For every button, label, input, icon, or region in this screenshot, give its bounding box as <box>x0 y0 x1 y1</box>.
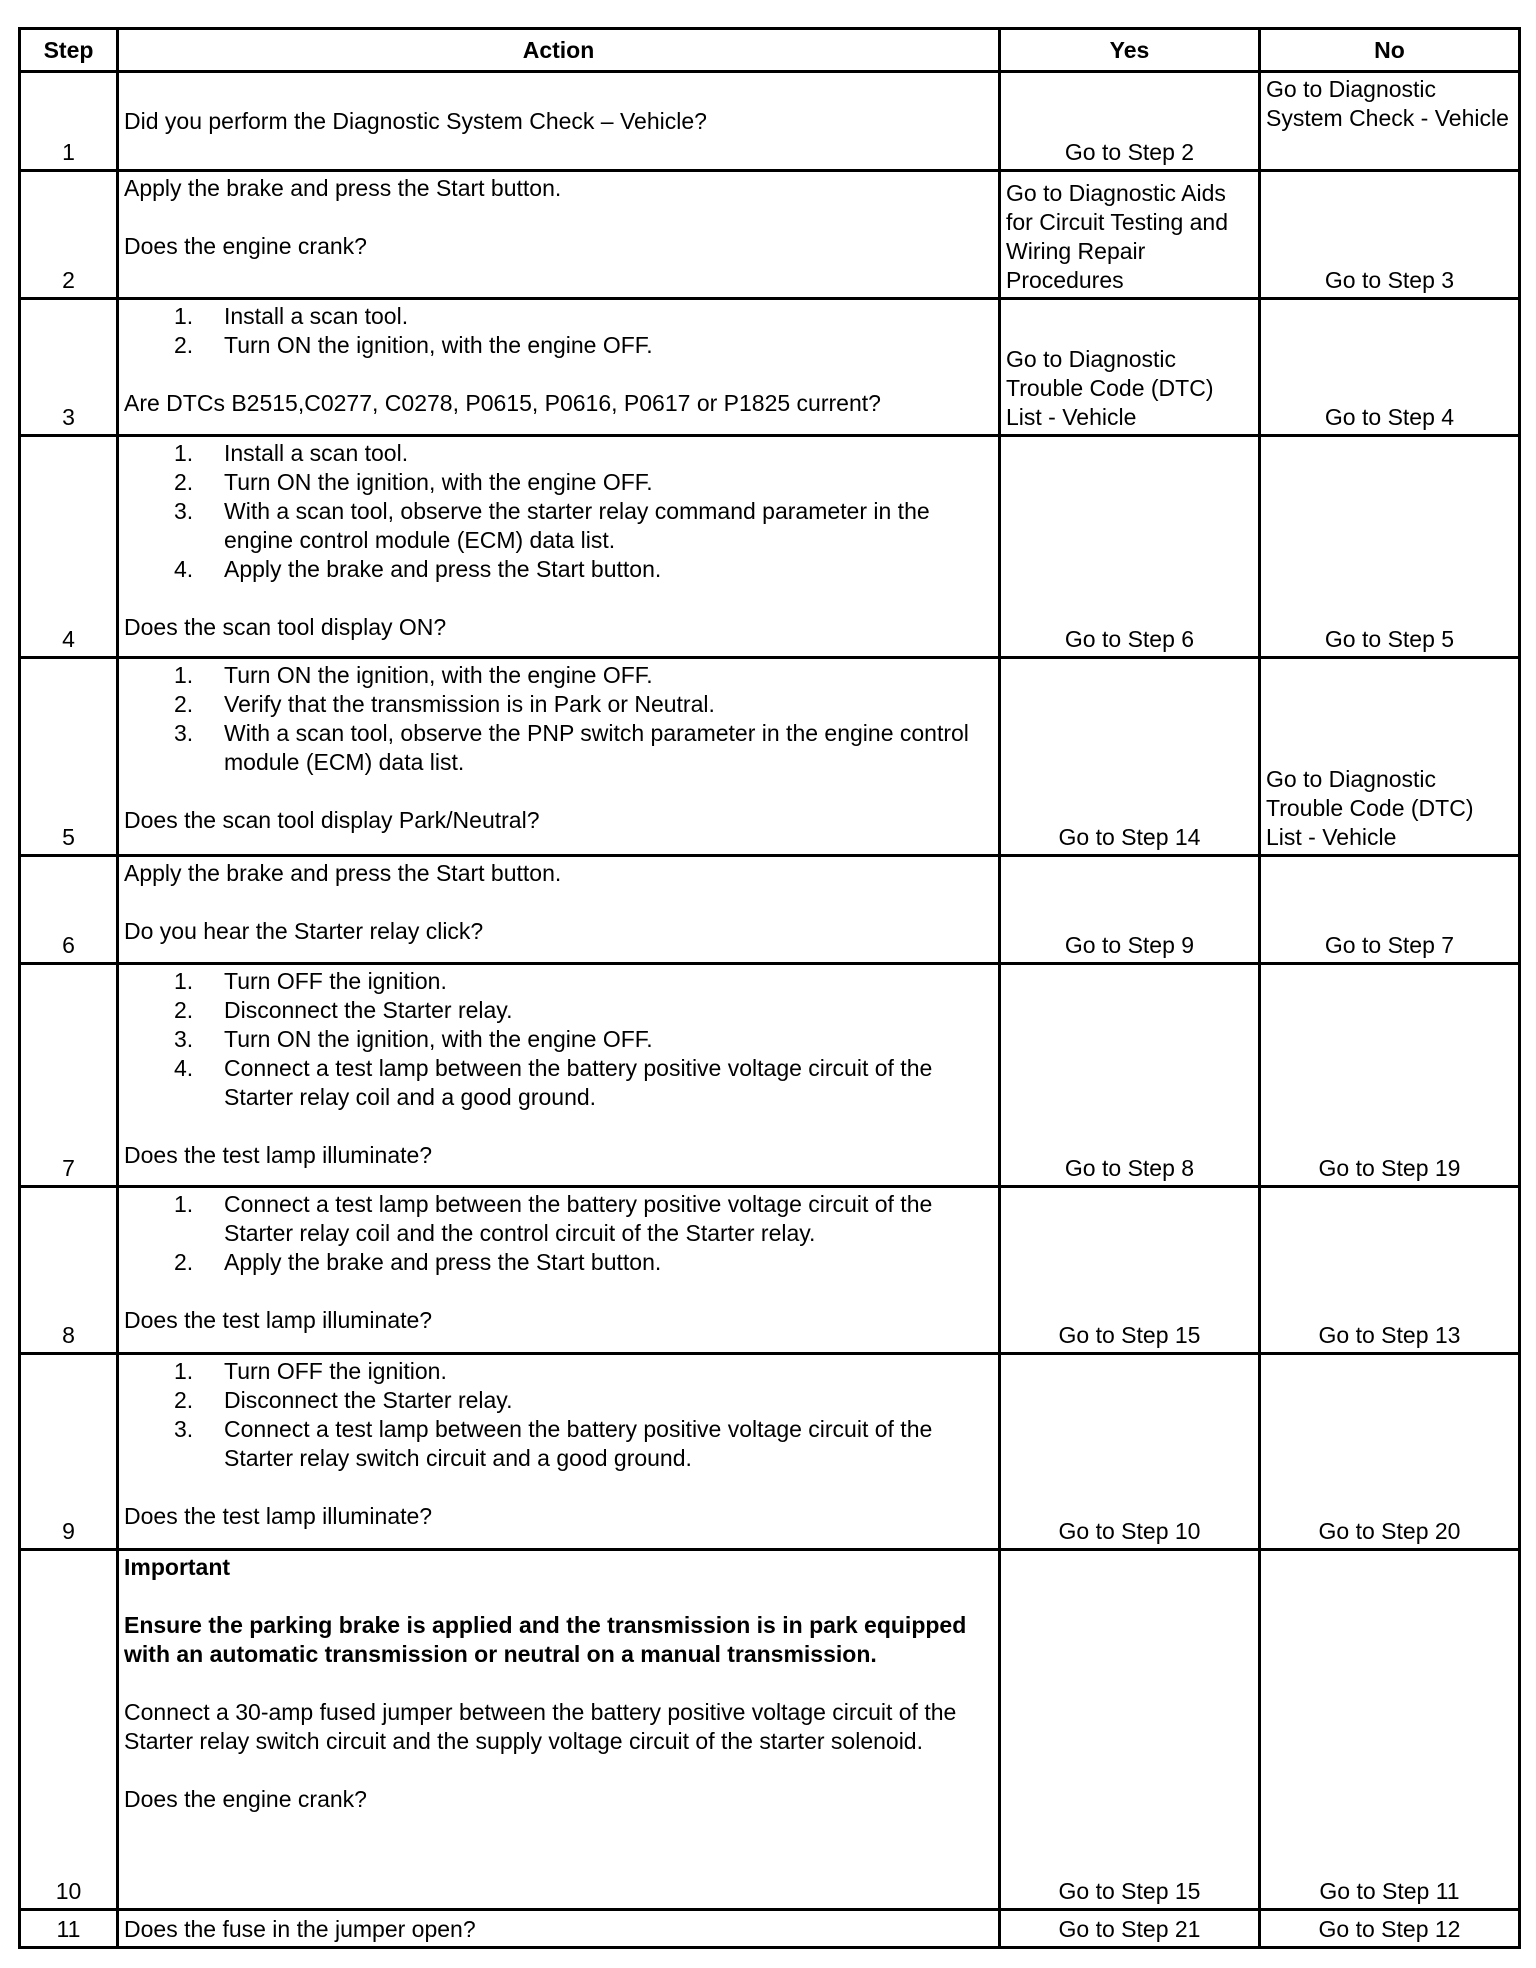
question: Does the test lamp illuminate? <box>124 1307 433 1333</box>
list-item: 1. Turn OFF the ignition. <box>174 968 447 994</box>
action-cell <box>118 1550 1000 1910</box>
table-row <box>20 171 1520 299</box>
action-intro: Apply the brake and press the Start button. <box>124 860 562 886</box>
question: Do you hear the Starter relay click? <box>124 918 484 944</box>
question: Does the test lamp illuminate? <box>124 1503 433 1529</box>
action-cell <box>118 1354 1000 1550</box>
action-steps <box>124 1357 993 1473</box>
action-cell <box>118 856 1000 964</box>
no-cell: Go to Diagnostic Trouble Code (DTC) List - Vehicle <box>1260 658 1520 856</box>
list-item: 2. Verify that the transmission is in Park or Neutral. <box>174 691 715 717</box>
no-cell: Go to Step 3 <box>1260 171 1520 299</box>
yes-cell: Go to Step 21 <box>1000 1910 1260 1948</box>
no-cell: Go to Step 5 <box>1260 436 1520 658</box>
yes-cell: Go to Step 6 <box>1000 436 1260 658</box>
list-item: 1. Turn ON the ignition, with the engine OFF. <box>174 662 653 688</box>
question: Does the test lamp illuminate? <box>124 1142 433 1168</box>
list-item: 1. Install a scan tool. <box>174 440 409 466</box>
yes-cell: Go to Step 14 <box>1000 658 1260 856</box>
list-item: 2. Disconnect the Starter relay. <box>174 997 513 1023</box>
action-steps <box>124 439 993 584</box>
action-intro: Apply the brake and press the Start button. <box>124 175 562 201</box>
action-cell <box>118 658 1000 856</box>
action-cell <box>118 436 1000 658</box>
yes-cell: Go to Step 9 <box>1000 856 1260 964</box>
yes-cell: Go to Step 15 <box>1000 1187 1260 1354</box>
table-row <box>20 658 1520 856</box>
yes-cell: Go to Step 10 <box>1000 1354 1260 1550</box>
step-number: 7 <box>20 964 118 1187</box>
yes-cell: Go to Step 8 <box>1000 964 1260 1187</box>
step-number: 6 <box>20 856 118 964</box>
action-cell <box>118 964 1000 1187</box>
action-cell <box>118 1187 1000 1354</box>
list-item: 1. Turn OFF the ignition. <box>174 1358 447 1384</box>
table-row <box>20 1550 1520 1910</box>
action-steps <box>124 302 993 360</box>
list-item: 3. With a scan tool, observe the starter relay command parameter in the engine control module (ECM) data list. <box>174 498 930 553</box>
question: Are DTCs B2515,C0277, C0278, P0615, P0616, P0617 or P1825 current? <box>124 390 881 416</box>
step-number: 11 <box>20 1910 118 1948</box>
step-number: 10 <box>20 1550 118 1910</box>
table-row <box>20 72 1520 171</box>
list-item: 1. Connect a test lamp between the battery positive voltage circuit of the Starter relay coil and the control circuit of the Starter relay. <box>174 1191 933 1246</box>
action-steps <box>124 661 993 777</box>
question: Does the scan tool display ON? <box>124 614 447 640</box>
diagnostic-table <box>18 27 1521 1949</box>
no-cell: Go to Step 4 <box>1260 299 1520 436</box>
no-cell: Go to Step 7 <box>1260 856 1520 964</box>
table-row <box>20 964 1520 1187</box>
list-item: 1. Install a scan tool. <box>174 303 409 329</box>
question: Does the engine crank? <box>124 233 367 259</box>
question: Did you perform the Diagnostic System Check – Vehicle? <box>124 107 707 134</box>
yes-cell: Go to Diagnostic Trouble Code (DTC) List - Vehicle <box>1000 299 1260 436</box>
step-number: 9 <box>20 1354 118 1550</box>
table-row <box>20 436 1520 658</box>
table-row <box>20 1354 1520 1550</box>
action-steps <box>124 967 993 1112</box>
question: Does the fuse in the jumper open? <box>124 1916 476 1942</box>
list-item: 2. Apply the brake and press the Start button. <box>174 1249 662 1275</box>
question: Does the engine crank? <box>124 1786 367 1812</box>
important-text: Ensure the parking brake is applied and the transmission is in park equipped with an automatic transmission or neutral on a manual transmission. <box>124 1612 967 1667</box>
step-number: 3 <box>20 299 118 436</box>
action-cell <box>118 1910 1000 1948</box>
header-yes: Yes <box>1000 29 1260 72</box>
action-cell <box>118 171 1000 299</box>
no-cell: Go to Step 11 <box>1260 1550 1520 1910</box>
table-row <box>20 299 1520 436</box>
action-cell <box>118 299 1000 436</box>
header-row <box>20 29 1520 72</box>
action-cell <box>118 72 1000 171</box>
list-item: 4. Connect a test lamp between the battery positive voltage circuit of the Starter relay coil and a good ground. <box>174 1055 933 1110</box>
no-cell: Go to Diagnostic System Check - Vehicle <box>1260 72 1520 171</box>
yes-cell: Go to Diagnostic Aids for Circuit Testing and Wiring Repair Procedures <box>1000 171 1260 299</box>
table-row <box>20 1910 1520 1948</box>
action-steps <box>124 1190 993 1277</box>
list-item: 2. Turn ON the ignition, with the engine OFF. <box>174 469 653 495</box>
important-label: Important <box>124 1554 231 1580</box>
step-number: 5 <box>20 658 118 856</box>
step-number: 8 <box>20 1187 118 1354</box>
list-item: 3. Turn ON the ignition, with the engine OFF. <box>174 1026 653 1052</box>
no-cell: Go to Step 13 <box>1260 1187 1520 1354</box>
step-number: 1 <box>20 72 118 171</box>
table-row <box>20 1187 1520 1354</box>
action-intro: Connect a 30-amp fused jumper between the battery positive voltage circuit of the Starter relay switch circuit and the supply voltage circuit of the starter solenoid. <box>124 1699 957 1754</box>
header-no: No <box>1260 29 1520 72</box>
list-item: 3. Connect a test lamp between the battery positive voltage circuit of the Starter relay switch circuit and a good ground. <box>174 1416 933 1471</box>
no-cell: Go to Step 12 <box>1260 1910 1520 1948</box>
list-item: 3. With a scan tool, observe the PNP switch parameter in the engine control module (ECM) data list. <box>174 720 969 775</box>
list-item: 2. Turn ON the ignition, with the engine OFF. <box>174 332 653 358</box>
header-action: Action <box>118 29 1000 72</box>
header-step: Step <box>20 29 118 72</box>
step-number: 4 <box>20 436 118 658</box>
question: Does the scan tool display Park/Neutral? <box>124 807 540 833</box>
table-row <box>20 856 1520 964</box>
no-cell: Go to Step 19 <box>1260 964 1520 1187</box>
list-item: 2. Disconnect the Starter relay. <box>174 1387 513 1413</box>
step-number: 2 <box>20 171 118 299</box>
yes-cell: Go to Step 15 <box>1000 1550 1260 1910</box>
no-cell: Go to Step 20 <box>1260 1354 1520 1550</box>
list-item: 4. Apply the brake and press the Start button. <box>174 556 662 582</box>
yes-cell: Go to Step 2 <box>1000 72 1260 171</box>
